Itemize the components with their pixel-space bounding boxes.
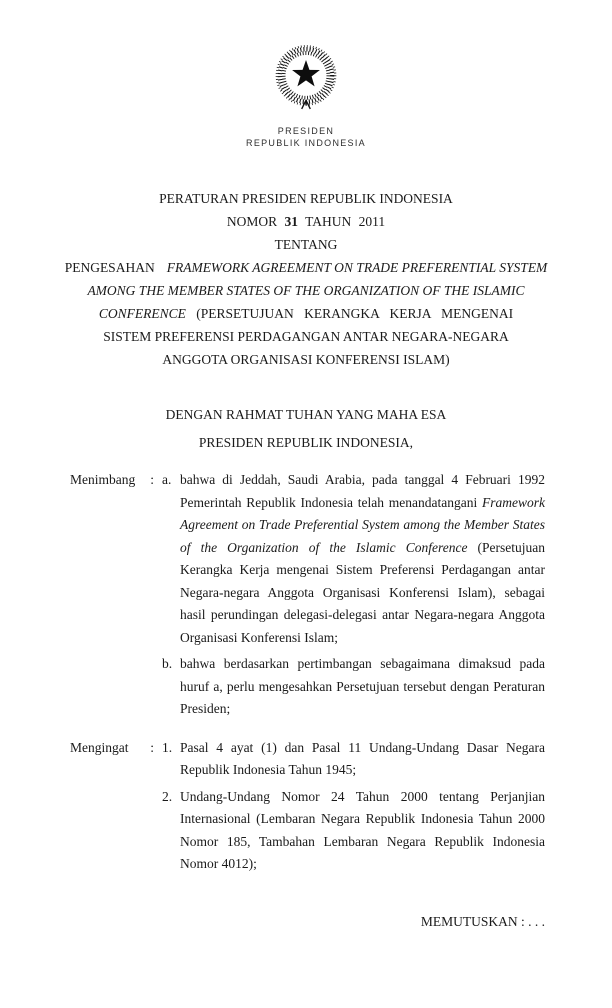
mengingat-items	[162, 737, 545, 876]
subject-italic-3: CONFERENCE	[98, 306, 186, 321]
nomor-value: 31	[284, 214, 298, 229]
title-block	[0, 187, 612, 371]
subject-line-3	[0, 302, 612, 325]
document-header	[0, 0, 612, 149]
subject-italic-1: FRAMEWORK AGREEMENT ON TRADE PREFERENTIAL SYSTEM	[166, 260, 548, 275]
menimbang-label-group	[70, 469, 154, 721]
mengingat-label-group	[70, 737, 154, 876]
item-marker: 1.	[162, 739, 173, 755]
institution-line-presiden: PRESIDEN	[277, 126, 335, 136]
regulation-type-title: PERATURAN PRESIDEN REPUBLIK INDONESIA	[159, 191, 453, 206]
regulation-number-line	[0, 210, 612, 233]
item-text: bahwa berdasarkan pertimbangan sebagaimana dimaksud pada huruf a, perlu mengesahkan Persetujuan tersebut dengan Peraturan Presiden;	[180, 656, 545, 716]
tentang-label: TENTANG	[274, 237, 338, 252]
mengingat-clause	[0, 737, 612, 876]
mengingat-item-1	[162, 737, 545, 782]
mengingat-label: Mengingat	[70, 739, 129, 755]
menimbang-clause	[0, 469, 612, 721]
mengingat-separator: :	[150, 739, 154, 755]
item-text: Undang-Undang Nomor 24 Tahun 2000 tentang Perjanjian Internasional (Lembaran Negara Republik Indonesia Tahun 2000 Nomor 185, Tambahan Lembaran Negara Republik Indonesia Nomor 4012);	[180, 788, 545, 871]
tahun-value: 2011	[358, 214, 386, 229]
invocation-line: DENGAN RAHMAT TUHAN YANG MAHA ESA	[165, 407, 447, 422]
item-marker: 2.	[162, 788, 173, 804]
institution-line-republik-indonesia: REPUBLIK INDONESIA	[246, 138, 366, 148]
item-marker: b.	[162, 656, 173, 671]
authority-line: PRESIDEN REPUBLIK INDONESIA,	[198, 435, 414, 450]
subject-line-5: ANGGOTA ORGANISASI KONFERENSI ISLAM)	[162, 352, 450, 367]
menimbang-item-a	[162, 469, 545, 649]
mengingat-item-2	[162, 786, 545, 876]
menimbang-label: Menimbang	[70, 472, 136, 487]
memutuskan-catchword: MEMUTUSKAN : . . .	[420, 913, 545, 929]
tahun-label: TAHUN	[305, 214, 352, 229]
menimbang-items	[162, 469, 545, 721]
subject-upright-3: (PERSETUJUAN KERANGKA KERJA MENGENAI	[196, 306, 514, 321]
presidential-star-wreath-emblem	[263, 34, 349, 122]
nomor-label: NOMOR	[226, 214, 278, 229]
item-marker: a.	[162, 472, 172, 487]
subject-line-1	[0, 256, 612, 279]
pengesahan-label: PENGESAHAN	[64, 260, 155, 275]
item-text: Pasal 4 ayat (1) dan Pasal 11 Undang-Undang Dasar Negara Republik Indonesia Tahun 1945;	[180, 739, 545, 777]
subject-line-2: AMONG THE MEMBER STATES OF THE ORGANIZATION OF THE ISLAMIC	[87, 283, 525, 298]
menimbang-item-b	[162, 653, 545, 721]
item-text: bahwa di Jeddah, Saudi Arabia, pada tanggal 4 Februari 1992 Pemerintah Republik Indonesia telah menandatangani Framework Agreement on Trade Preferential System among the Member States of the Organization of the Islamic Conference (Persetujuan Kerangka Kerja mengenai Sistem Preferensi Perdagangan antar Negara-negara Anggota Organisasi Konferensi Islam), sebagai hasil perundingan delegasi-delegasi antar Negara-negara Anggota Organisasi Konferensi Islam;	[180, 472, 545, 645]
subject-line-4: SISTEM PREFERENSI PERDAGANGAN ANTAR NEGARA-NEGARA	[103, 329, 509, 344]
menimbang-separator: :	[150, 472, 154, 487]
